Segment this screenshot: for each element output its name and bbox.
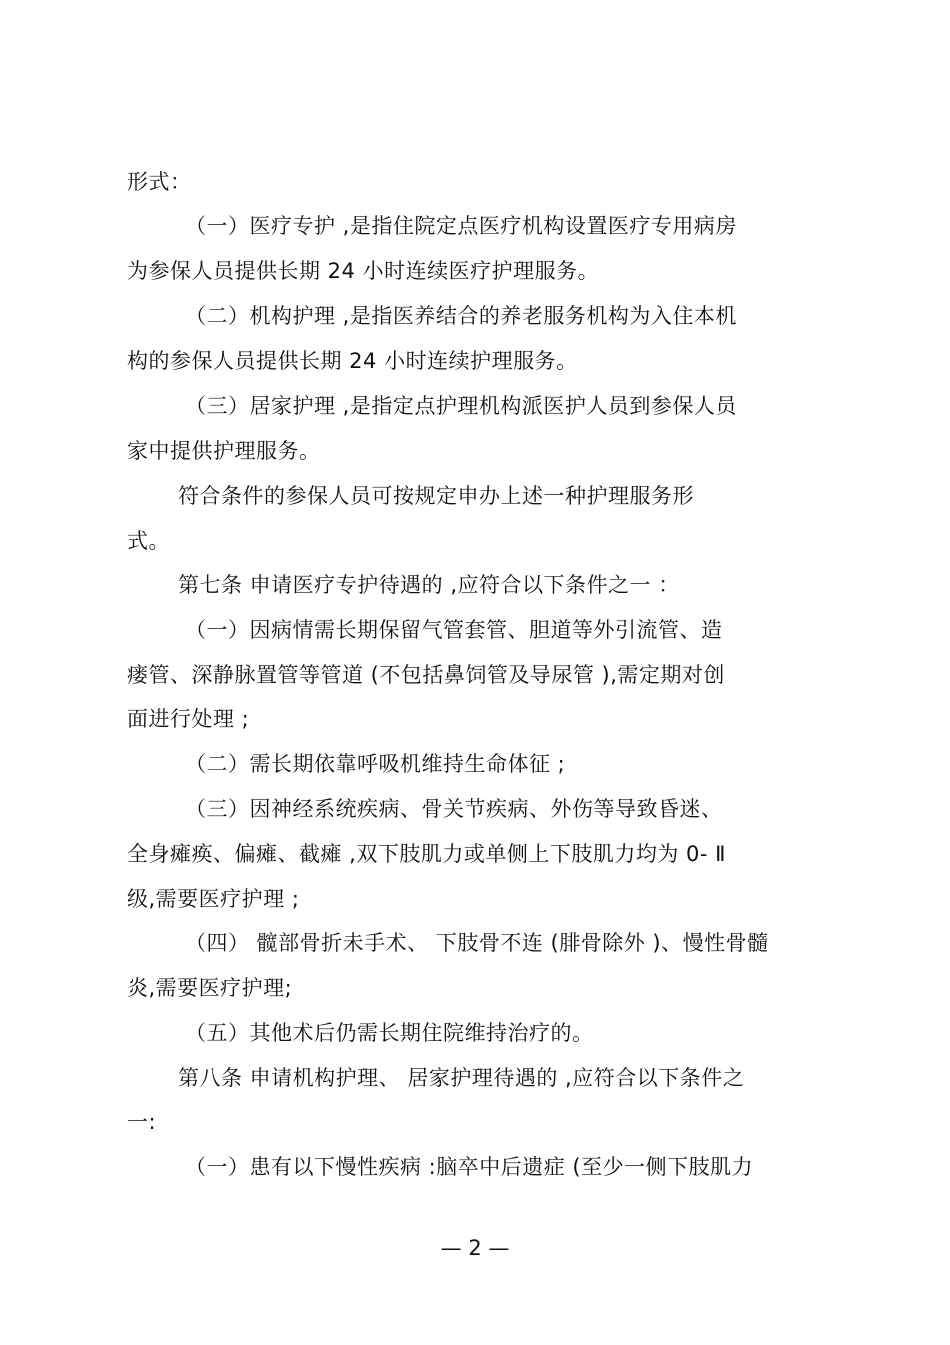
page-number: — 2 — [440, 1236, 510, 1260]
text-line: 构的参保人员提供长期 24 小时连续护理服务。 [127, 349, 578, 373]
text-line: （一）患有以下慢性疾病 :脑卒中后遗症 (至少一侧下肢肌力 [185, 1155, 754, 1179]
text-line: 形式： [127, 170, 192, 194]
text-line: （一）因病情需长期保留气管套管、胆道等外引流管、造 [185, 618, 723, 642]
text-line: 面进行处理 ; [127, 707, 250, 731]
text-line: 符合条件的参保人员可按规定申办上述一种护理服务形 [178, 484, 694, 508]
text-line: 第七条 申请医疗专护待遇的 ,应符合以下条件之一 ： [178, 573, 680, 597]
text-line: （二）需长期依靠呼吸机维持生命体征 ; [185, 752, 566, 776]
text-line: 式。 [127, 529, 170, 553]
text-line: 一: [127, 1110, 157, 1134]
text-line: （三）居家护理 ,是指定点护理机构派医护人员到参保人员 [185, 394, 737, 418]
text-line: 瘘管、深静脉置管等管道 (不包括鼻饲管及导尿管 ),需定期对创 [127, 663, 725, 687]
text-line: 全身瘫痪、偏瘫、截瘫 ,双下肢肌力或单侧上下肢肌力均为 0- Ⅱ [127, 842, 726, 866]
text-line: （四） 髋部骨折未手术、 下肢骨不连 (腓骨除外 )、慢性骨髓 [185, 931, 769, 955]
text-line: （五）其他术后仍需长期住院维持治疗的。 [185, 1021, 594, 1045]
text-line: 家中提供护理服务。 [127, 439, 321, 463]
text-line: （一）医疗专护 ,是指住院定点医疗机构设置医疗专用病房 [185, 214, 737, 238]
text-line: 炎,需要医疗护理; [127, 976, 293, 1000]
text-line: 级,需要医疗护理 ; [127, 887, 300, 911]
text-line: （二）机构护理 ,是指医养结合的养老服务机构为入住本机 [185, 304, 737, 328]
text-line: 为参保人员提供长期 24 小时连续医疗护理服务。 [127, 259, 600, 283]
text-line: （三）因神经系统疾病、骨关节疾病、外伤等导致昏迷、 [185, 797, 723, 821]
text-line: 第八条 申请机构护理、 居家护理待遇的 ,应符合以下条件之 [178, 1066, 745, 1090]
